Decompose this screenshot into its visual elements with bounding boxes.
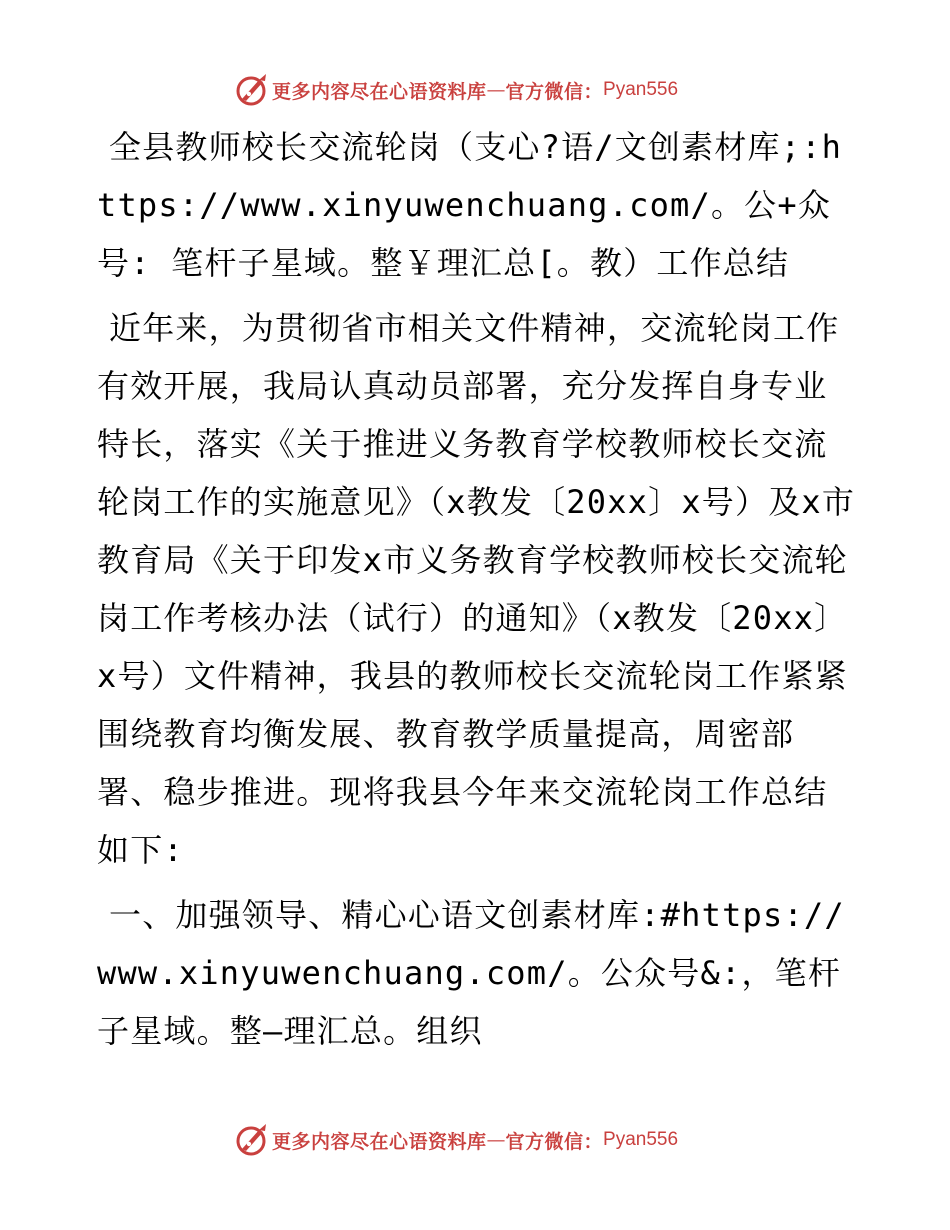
document-body (97, 118, 857, 1067)
watermark-label: 官方微信： (505, 80, 604, 103)
quill-pen-logo-icon (233, 1122, 269, 1158)
paragraph: 一、加强领导、精心心语文创素材库:#https://www.xinyuwenchuang.com/。公众号&:，笔杆子星域。整—理汇总。组织 (97, 896, 845, 1050)
watermark-text: 更多内容尽在心语资料库 (272, 80, 487, 103)
watermark-text: 更多内容尽在心语资料库 (272, 1130, 487, 1153)
watermark-label: 官方微信： (505, 1130, 604, 1153)
document-title: 全县教师校长交流轮岗（支心?语/文创素材库;:https://www.xinyuwenchuang.com/。公+众号: 笔杆子星域。整￥理汇总[。教）工作总结 (97, 128, 843, 282)
paragraph: 近年来，为贯彻省市相关文件精神，交流轮岗工作有效开展，我局认真动员部署，充分发挥自身专业特长，落实《关于推进义务教育学校教师校长交流轮岗工作的实施意见》（x教发〔20xx〕x号）及x市教育局《关于印发x市义务教育学校教师校长交流轮岗工作考核办法（试行）的通知》（x教发〔20xx〕x号）文件精神，我县的教师校长交流轮岗工作紧紧围绕教育均衡发展、教育教学质量提高，周密部署、稳步推进。现将我县今年来交流轮岗工作总结如下: (97, 309, 856, 869)
watermark-separator: — (486, 79, 506, 101)
watermark-separator: — (486, 1129, 506, 1151)
header-watermark (233, 71, 678, 109)
watermark-brand: Pyan556 (603, 79, 679, 100)
quill-pen-logo-icon (233, 72, 269, 108)
watermark-brand: Pyan556 (603, 1129, 679, 1150)
footer-watermark (233, 1121, 678, 1159)
